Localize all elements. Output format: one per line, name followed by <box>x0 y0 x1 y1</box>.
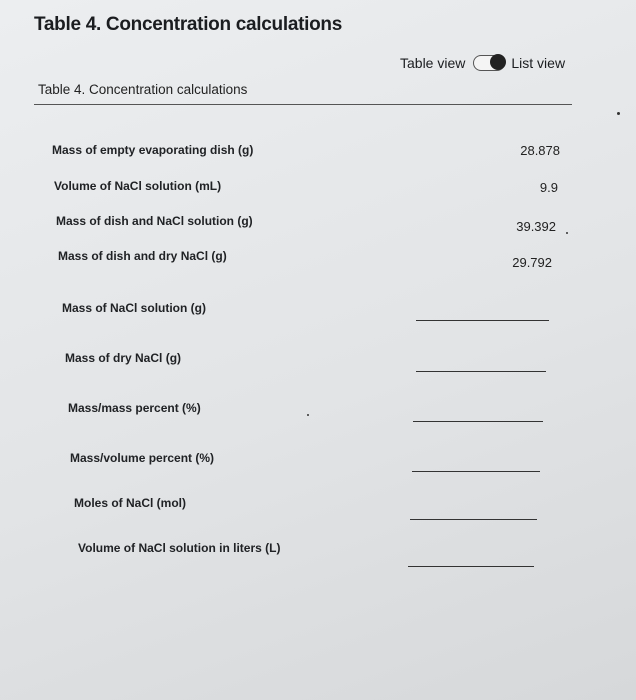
row-label-mass-dish-dry-nacl: Mass of dish and dry NaCl (g) <box>58 249 227 263</box>
row-label-mass-empty-dish: Mass of empty evaporating dish (g) <box>52 143 254 157</box>
caption-divider <box>34 104 572 105</box>
row-label-mass-volume-percent: Mass/volume percent (%) <box>70 451 215 465</box>
row-label-volume-solution-liters: Volume of NaCl solution in liters (L) <box>78 541 281 555</box>
answer-input-mass-mass-percent[interactable] <box>413 421 543 422</box>
decorative-dot <box>617 112 620 115</box>
table-view-label[interactable]: Table view <box>400 55 466 71</box>
row-label-mass-nacl-solution: Mass of NaCl solution (g) <box>62 301 206 315</box>
answer-input-mass-nacl-solution[interactable] <box>416 320 549 321</box>
answer-input-mass-dry-nacl[interactable] <box>416 371 546 372</box>
decorative-dot <box>307 414 309 416</box>
row-value-volume-nacl-solution: 9.9 <box>539 180 558 195</box>
table-caption: Table 4. Concentration calculations <box>38 82 248 97</box>
row-label-volume-nacl-solution: Volume of NaCl solution (mL) <box>54 179 222 193</box>
row-label-mass-dry-nacl: Mass of dry NaCl (g) <box>65 351 182 365</box>
view-toggle <box>400 55 565 71</box>
page-title: Table 4. Concentration calculations <box>34 14 342 35</box>
answer-input-volume-solution-liters[interactable] <box>408 566 534 567</box>
row-label-mass-mass-percent: Mass/mass percent (%) <box>68 401 201 415</box>
toggle-knob <box>490 54 506 70</box>
view-toggle-switch[interactable] <box>473 55 505 71</box>
decorative-dot <box>566 232 568 234</box>
row-label-mass-dish-solution: Mass of dish and NaCl solution (g) <box>56 214 253 228</box>
row-value-mass-dish-solution: 39.392 <box>516 219 556 234</box>
row-label-moles-nacl: Moles of NaCl (mol) <box>74 496 187 510</box>
answer-input-mass-volume-percent[interactable] <box>412 471 540 472</box>
row-value-mass-empty-dish: 28.878 <box>520 143 560 158</box>
answer-input-moles-nacl[interactable] <box>410 519 537 520</box>
row-value-mass-dish-dry-nacl: 29.792 <box>512 255 552 270</box>
list-view-label[interactable]: List view <box>511 55 566 71</box>
